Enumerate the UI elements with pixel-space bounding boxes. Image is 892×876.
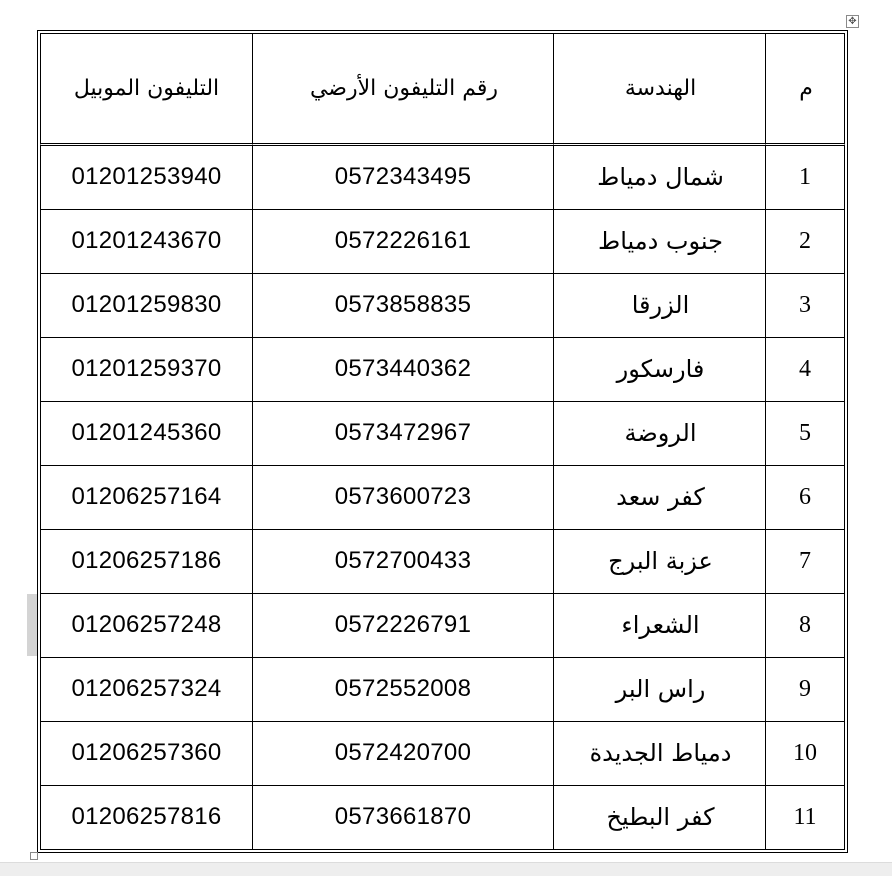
landline-cell[interactable]: 0573440362 xyxy=(253,338,554,402)
district-cell[interactable]: الزرقا xyxy=(554,274,766,338)
table-row xyxy=(40,530,845,594)
district-cell[interactable]: كفر سعد xyxy=(554,466,766,530)
landline-cell[interactable]: 0572700433 xyxy=(253,530,554,594)
mobile-cell[interactable]: 01201259370 xyxy=(40,338,253,402)
table-row xyxy=(40,210,845,274)
table-row xyxy=(40,786,845,850)
index-cell[interactable]: 3 xyxy=(766,274,845,338)
landline-cell[interactable]: 0573600723 xyxy=(253,466,554,530)
table-row xyxy=(40,146,845,210)
table-move-icon[interactable]: ✥ xyxy=(846,15,859,28)
landline-cell[interactable]: 0573661870 xyxy=(253,786,554,850)
mobile-cell[interactable]: 01206257360 xyxy=(40,722,253,786)
index-cell[interactable]: 8 xyxy=(766,594,845,658)
left-margin-marker xyxy=(27,594,37,656)
mobile-cell[interactable]: 01201253940 xyxy=(40,146,253,210)
header-mobile[interactable]: التليفون الموبيل xyxy=(40,33,253,146)
district-cell[interactable]: جنوب دمياط xyxy=(554,210,766,274)
directory-grid xyxy=(40,33,845,850)
table-row xyxy=(40,722,845,786)
district-cell[interactable]: عزبة البرج xyxy=(554,530,766,594)
mobile-cell[interactable]: 01206257186 xyxy=(40,530,253,594)
header-index[interactable]: م xyxy=(766,33,845,146)
landline-cell[interactable]: 0573472967 xyxy=(253,402,554,466)
mobile-cell[interactable]: 01206257816 xyxy=(40,786,253,850)
district-cell[interactable]: الشعراء xyxy=(554,594,766,658)
district-cell[interactable]: راس البر xyxy=(554,658,766,722)
landline-cell[interactable]: 0572226791 xyxy=(253,594,554,658)
status-strip xyxy=(0,862,892,876)
table-row xyxy=(40,594,845,658)
table-resize-icon[interactable] xyxy=(30,852,38,860)
index-cell[interactable]: 11 xyxy=(766,786,845,850)
index-cell[interactable]: 6 xyxy=(766,466,845,530)
index-cell[interactable]: 9 xyxy=(766,658,845,722)
table-row xyxy=(40,402,845,466)
landline-cell[interactable]: 0572343495 xyxy=(253,146,554,210)
district-cell[interactable]: دمياط الجديدة xyxy=(554,722,766,786)
landline-cell[interactable]: 0572552008 xyxy=(253,658,554,722)
mobile-cell[interactable]: 01206257164 xyxy=(40,466,253,530)
table-row xyxy=(40,338,845,402)
table-row xyxy=(40,466,845,530)
mobile-cell[interactable]: 01206257324 xyxy=(40,658,253,722)
index-cell[interactable]: 10 xyxy=(766,722,845,786)
index-cell[interactable]: 4 xyxy=(766,338,845,402)
district-cell[interactable]: الروضة xyxy=(554,402,766,466)
table-row xyxy=(40,658,845,722)
mobile-cell[interactable]: 01201243670 xyxy=(40,210,253,274)
index-cell[interactable]: 1 xyxy=(766,146,845,210)
index-cell[interactable]: 2 xyxy=(766,210,845,274)
index-cell[interactable]: 7 xyxy=(766,530,845,594)
header-district[interactable]: الهندسة xyxy=(554,33,766,146)
landline-cell[interactable]: 0573858835 xyxy=(253,274,554,338)
mobile-cell[interactable]: 01201259830 xyxy=(40,274,253,338)
district-cell[interactable]: كفر البطيخ xyxy=(554,786,766,850)
mobile-cell[interactable]: 01201245360 xyxy=(40,402,253,466)
landline-cell[interactable]: 0572420700 xyxy=(253,722,554,786)
mobile-cell[interactable]: 01206257248 xyxy=(40,594,253,658)
landline-cell[interactable]: 0572226161 xyxy=(253,210,554,274)
table-row xyxy=(40,274,845,338)
index-cell[interactable]: 5 xyxy=(766,402,845,466)
phone-directory-table xyxy=(37,30,848,853)
district-cell[interactable]: شمال دمياط xyxy=(554,146,766,210)
district-cell[interactable]: فارسكور xyxy=(554,338,766,402)
header-landline[interactable]: رقم التليفون الأرضي xyxy=(253,33,554,146)
table-header-row xyxy=(40,33,845,146)
